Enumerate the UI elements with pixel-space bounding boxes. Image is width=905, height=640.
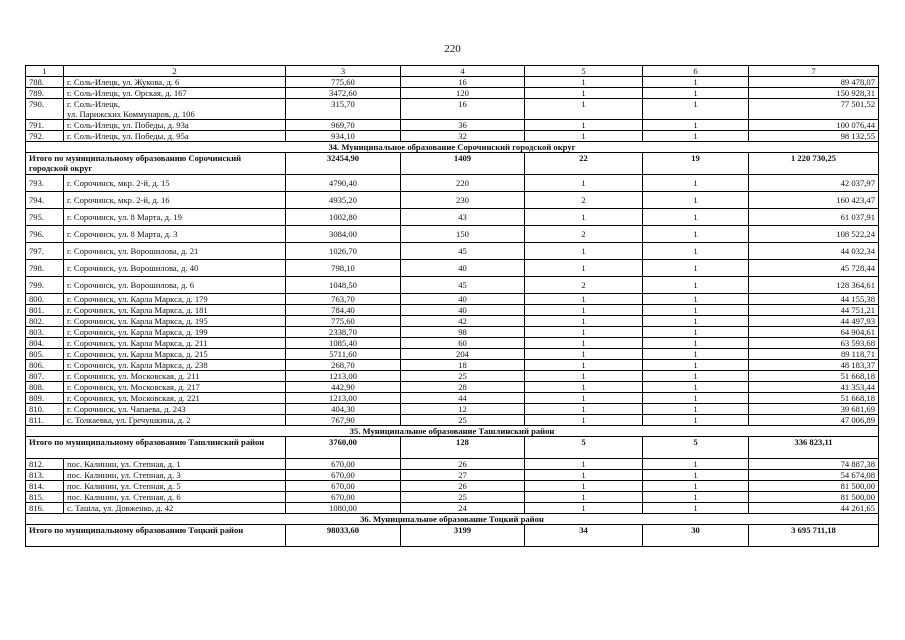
table-row [26,226,879,243]
total-amount: 3 695 711,18 [749,525,879,547]
row-number: 801. [26,305,64,316]
col5-value: 1 [525,77,643,88]
total-amount: 336 823,11 [749,437,879,459]
residents: 16 [401,99,525,120]
area: 1085,40 [286,338,401,349]
table-row [26,305,879,316]
col5-value: 1 [525,459,643,470]
area: 767,90 [286,415,401,426]
col6-value: 1 [643,77,749,88]
column-header: 2 [64,66,286,77]
col6-value: 1 [643,316,749,327]
col6-value: 1 [643,99,749,120]
table-row [26,277,879,294]
area: 1213,00 [286,393,401,404]
row-number: 814. [26,481,64,492]
area: 1213,00 [286,371,401,382]
amount: 160 423,47 [749,192,879,209]
amount: 47 006,89 [749,415,879,426]
row-number: 816. [26,503,64,514]
col6-value: 1 [643,209,749,226]
col5-value: 1 [525,209,643,226]
row-number: 804. [26,338,64,349]
col6-value: 1 [643,327,749,338]
municipality-section-header [26,514,879,525]
col6-value: 1 [643,120,749,131]
col5-value: 1 [525,316,643,327]
residents: 45 [401,243,525,260]
amount: 51 668,18 [749,393,879,404]
area: 775,60 [286,316,401,327]
row-number: 805. [26,349,64,360]
row-number: 813. [26,470,64,481]
col6-value: 1 [643,393,749,404]
amount: 108 522,24 [749,226,879,243]
residents: 40 [401,294,525,305]
col5-value: 1 [525,338,643,349]
address: г. Соль-Илецк, ул. Победы, д. 95а [64,131,286,142]
total-residents: 1409 [401,153,525,175]
row-number: 790. [26,99,64,120]
table-row [26,209,879,226]
table-row [26,120,879,131]
area: 969,70 [286,120,401,131]
col5-value: 1 [525,481,643,492]
residents: 43 [401,209,525,226]
col6-value: 1 [643,294,749,305]
area: 784,40 [286,305,401,316]
amount: 81 500,00 [749,492,879,503]
address: г. Соль-Илецк, ул. Победы, д. 93а [64,120,286,131]
area: 3084,00 [286,226,401,243]
table-row [26,360,879,371]
residents: 25 [401,415,525,426]
table-row [26,294,879,305]
area: 763,70 [286,294,401,305]
total-col6: 30 [643,525,749,547]
col6-value: 1 [643,371,749,382]
residents: 26 [401,459,525,470]
residents: 36 [401,120,525,131]
col6-value: 1 [643,243,749,260]
col5-value: 1 [525,492,643,503]
col6-value: 1 [643,226,749,243]
total-label: Итого по муниципальному образованию Сорочинский городской округ [26,153,286,175]
column-header: 7 [749,66,879,77]
table-row [26,470,879,481]
municipality-total-row [26,525,879,547]
col5-value: 1 [525,371,643,382]
amount: 98 132,55 [749,131,879,142]
address: г. Сорочинск, ул. Карла Маркса, д. 211 [64,338,286,349]
address: с. Толкаевка, ул. Гречушкина, д. 2 [64,415,286,426]
address: г. Сорочинск, ул. Московская, д. 211 [64,371,286,382]
address: г. Сорочинск, ул. 8 Марта, д. 3 [64,226,286,243]
page-number: 220 [444,43,461,55]
area: 670,00 [286,470,401,481]
col5-value: 1 [525,503,643,514]
total-label: Итого по муниципальному образованию Ташлинский район [26,437,286,459]
municipality-section-header [26,142,879,153]
amount: 44 261,65 [749,503,879,514]
table-row [26,316,879,327]
residents: 28 [401,382,525,393]
total-col5: 22 [525,153,643,175]
area: 670,00 [286,492,401,503]
table-row [26,338,879,349]
total-area: 3760,00 [286,437,401,459]
residents: 27 [401,470,525,481]
col6-value: 1 [643,349,749,360]
col6-value: 1 [643,175,749,192]
amount: 44 751,21 [749,305,879,316]
area: 2338,70 [286,327,401,338]
col5-value: 1 [525,327,643,338]
table-row [26,382,879,393]
column-header: 5 [525,66,643,77]
col5-value: 1 [525,415,643,426]
address: г. Сорочинск, ул. Ворошилова, д. 40 [64,260,286,277]
residents: 12 [401,404,525,415]
total-col6: 5 [643,437,749,459]
area: 4790,40 [286,175,401,192]
address: г. Сорочинск, ул. Ворошилова, д. 6 [64,277,286,294]
address: пос. Калинин, ул. Степная, д. 6 [64,492,286,503]
col5-value: 1 [525,260,643,277]
amount: 74 887,38 [749,459,879,470]
col6-value: 1 [643,481,749,492]
address: г. Соль-Илецк, ул. Орская, д. 167 [64,88,286,99]
area: 934,10 [286,131,401,142]
area: 670,00 [286,481,401,492]
residents: 32 [401,131,525,142]
table-row [26,327,879,338]
address: г. Сорочинск, ул. Карла Маркса, д. 181 [64,305,286,316]
section-title: 35. Муниципальное образование Ташлинский район [26,426,879,437]
column-header: 4 [401,66,525,77]
residents: 40 [401,305,525,316]
area: 442,90 [286,382,401,393]
table-row [26,503,879,514]
residents: 42 [401,316,525,327]
section-title: 34. Муниципальное образование Сорочинский городской округ [26,142,879,153]
table-row [26,260,879,277]
area: 775,60 [286,77,401,88]
col5-value: 1 [525,131,643,142]
area: 670,00 [286,459,401,470]
total-residents: 128 [401,437,525,459]
col6-value: 1 [643,404,749,415]
row-number: 789. [26,88,64,99]
amount: 44 497,93 [749,316,879,327]
amount: 150 928,31 [749,88,879,99]
residents: 230 [401,192,525,209]
row-number: 794. [26,192,64,209]
municipality-total-row [26,437,879,459]
row-number: 807. [26,371,64,382]
column-header: 1 [26,66,64,77]
column-number-header-row [26,66,879,77]
col6-value: 1 [643,88,749,99]
column-header: 6 [643,66,749,77]
table-row [26,77,879,88]
table-row [26,99,879,120]
address: г. Сорочинск, мкр. 2-й, д. 16 [64,192,286,209]
col6-value: 1 [643,459,749,470]
total-col6: 19 [643,153,749,175]
row-number: 795. [26,209,64,226]
area: 1048,50 [286,277,401,294]
total-residents: 3199 [401,525,525,547]
col5-value: 1 [525,99,643,120]
row-number: 806. [26,360,64,371]
amount: 89 118,71 [749,349,879,360]
address: г. Соль-Илецк, ул. Жукова, д. 6 [64,77,286,88]
amount: 45 728,44 [749,260,879,277]
amount: 44 032,34 [749,243,879,260]
row-number: 793. [26,175,64,192]
address: г. Сорочинск, ул. Карла Маркса, д. 215 [64,349,286,360]
row-number: 788. [26,77,64,88]
residents: 18 [401,360,525,371]
col5-value: 1 [525,470,643,481]
address: с. Ташла, ул. Довженко, д. 42 [64,503,286,514]
col5-value: 1 [525,393,643,404]
area: 4935,20 [286,192,401,209]
col5-value: 2 [525,192,643,209]
total-amount: 1 220 730,25 [749,153,879,175]
residents: 26 [401,481,525,492]
table-row [26,492,879,503]
residents: 44 [401,393,525,404]
col5-value: 1 [525,305,643,316]
address: г. Сорочинск, мкр. 2-й, д. 15 [64,175,286,192]
amount: 63 593,68 [749,338,879,349]
residents: 120 [401,88,525,99]
residents: 45 [401,277,525,294]
table-row [26,192,879,209]
amount: 54 674,08 [749,470,879,481]
col5-value: 1 [525,243,643,260]
housing-registry-table [25,65,879,547]
amount: 44 155,38 [749,294,879,305]
row-number: 808. [26,382,64,393]
column-header: 3 [286,66,401,77]
amount: 48 183,37 [749,360,879,371]
col5-value: 1 [525,360,643,371]
row-number: 797. [26,243,64,260]
row-number: 799. [26,277,64,294]
area: 268,70 [286,360,401,371]
col5-value: 2 [525,226,643,243]
col6-value: 1 [643,415,749,426]
col6-value: 1 [643,470,749,481]
area: 798,10 [286,260,401,277]
table-row [26,175,879,192]
amount: 81 500,00 [749,481,879,492]
table-row [26,349,879,360]
address: г. Соль-Илецк, ул. Парижских Коммунаров, д. 106 [64,99,286,120]
residents: 24 [401,503,525,514]
amount: 39 681,69 [749,404,879,415]
table-row [26,393,879,404]
table-row [26,371,879,382]
address: г. Сорочинск, ул. Московская, д. 221 [64,393,286,404]
amount: 100 076,44 [749,120,879,131]
residents: 25 [401,492,525,503]
area: 315,70 [286,99,401,120]
col5-value: 1 [525,404,643,415]
residents: 204 [401,349,525,360]
table-row [26,481,879,492]
amount: 128 364,61 [749,277,879,294]
address: г. Сорочинск, ул. 8 Марта, д. 19 [64,209,286,226]
area: 1002,80 [286,209,401,226]
address: г. Сорочинск, ул. Карла Маркса, д. 195 [64,316,286,327]
table-row [26,415,879,426]
municipality-total-row [26,153,879,175]
municipality-section-header [26,426,879,437]
address: г. Сорочинск, ул. Московская, д. 217 [64,382,286,393]
area: 1026,70 [286,243,401,260]
area: 3472,60 [286,88,401,99]
row-number: 815. [26,492,64,503]
area: 404,30 [286,404,401,415]
area: 1080,00 [286,503,401,514]
col5-value: 1 [525,120,643,131]
row-number: 810. [26,404,64,415]
col6-value: 1 [643,382,749,393]
table-row [26,243,879,260]
residents: 220 [401,175,525,192]
row-number: 802. [26,316,64,327]
total-col5: 5 [525,437,643,459]
table-row [26,88,879,99]
residents: 98 [401,327,525,338]
table-row [26,404,879,415]
col5-value: 1 [525,88,643,99]
section-title: 36. Муниципальное образование Тоцкий район [26,514,879,525]
row-number: 792. [26,131,64,142]
residents: 150 [401,226,525,243]
row-number: 791. [26,120,64,131]
col6-value: 1 [643,192,749,209]
col5-value: 1 [525,349,643,360]
amount: 51 668,18 [749,371,879,382]
amount: 89 478,07 [749,77,879,88]
residents: 40 [401,260,525,277]
col5-value: 2 [525,277,643,294]
address: г. Сорочинск, ул. Карла Маркса, д. 199 [64,327,286,338]
col5-value: 1 [525,294,643,305]
total-label: Итого по муниципальному образованию Тоцкий район [26,525,286,547]
residents: 16 [401,77,525,88]
row-number: 809. [26,393,64,404]
row-number: 798. [26,260,64,277]
address: г. Сорочинск, ул. Чапаева, д. 243 [64,404,286,415]
amount: 61 037,91 [749,209,879,226]
row-number: 812. [26,459,64,470]
col6-value: 1 [643,492,749,503]
row-number: 800. [26,294,64,305]
amount: 41 353,44 [749,382,879,393]
col6-value: 1 [643,305,749,316]
address: пос. Калинин, ул. Степная, д. 1 [64,459,286,470]
table-row [26,131,879,142]
col5-value: 1 [525,175,643,192]
col6-value: 1 [643,360,749,371]
row-number: 803. [26,327,64,338]
col6-value: 1 [643,260,749,277]
table-row [26,459,879,470]
col6-value: 1 [643,503,749,514]
amount: 64 904,61 [749,327,879,338]
row-number: 811. [26,415,64,426]
residents: 25 [401,371,525,382]
total-col5: 34 [525,525,643,547]
col6-value: 1 [643,338,749,349]
amount: 77 501,52 [749,99,879,120]
address: г. Сорочинск, ул. Карла Маркса, д. 238 [64,360,286,371]
col6-value: 1 [643,131,749,142]
address: г. Сорочинск, ул. Карла Маркса, д. 179 [64,294,286,305]
address: пос. Калинин, ул. Степная, д. 3 [64,470,286,481]
total-area: 32454,90 [286,153,401,175]
row-number: 796. [26,226,64,243]
total-area: 98033,60 [286,525,401,547]
residents: 60 [401,338,525,349]
address: пос. Калинин, ул. Степная, д. 5 [64,481,286,492]
area: 5711,60 [286,349,401,360]
col5-value: 1 [525,382,643,393]
col6-value: 1 [643,277,749,294]
amount: 42 037,97 [749,175,879,192]
address: г. Сорочинск, ул. Ворошилова, д. 21 [64,243,286,260]
